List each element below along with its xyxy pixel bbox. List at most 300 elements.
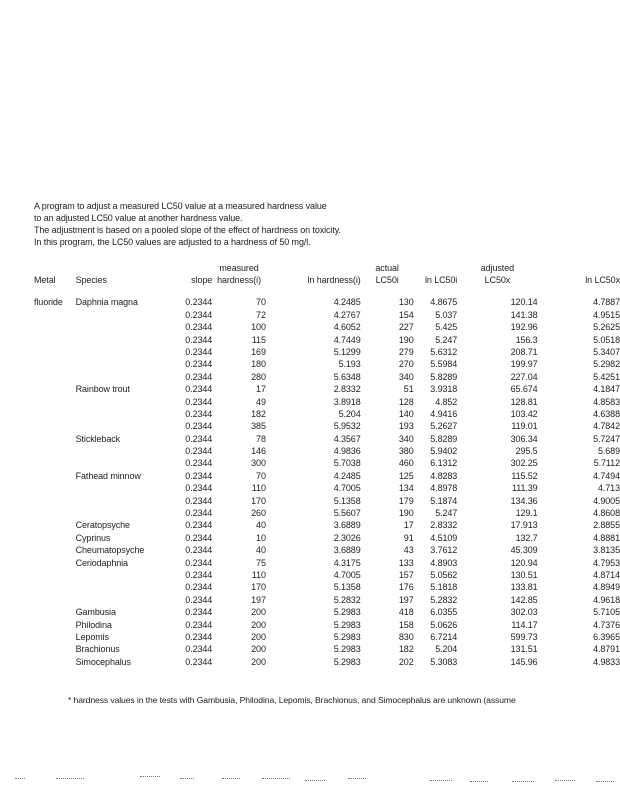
cell-lc50: 279	[398, 346, 414, 357]
cell-ln-lc50: 4.5109	[430, 532, 458, 543]
cell-ln-adjusted-lc50: 4.9618	[593, 594, 620, 605]
cell-hardness: 197	[251, 594, 266, 605]
cell-hardness: 200	[251, 644, 266, 655]
cell-adjusted-lc50: 132.7	[515, 532, 538, 543]
cell-species	[74, 308, 161, 320]
cell-slope: 0.2344	[185, 520, 213, 531]
cell-hardness: 110	[251, 569, 266, 580]
cell-slope: 0.2344	[185, 495, 213, 506]
cell-slope: 0.2344	[185, 297, 213, 308]
cell-ln-adjusted-lc50: 5.689	[597, 446, 620, 457]
cell-adjusted-lc50: 119.01	[511, 421, 538, 432]
cell-ln-adjusted-lc50: 4.8881	[593, 532, 620, 543]
cell-ln-adjusted-lc50: 4.8583	[593, 396, 620, 407]
cell-ln-adjusted-lc50: 6.3965	[593, 631, 620, 642]
cell-ln-hardness: 5.1358	[333, 582, 361, 593]
table-row	[30, 296, 620, 308]
table-row	[30, 569, 620, 581]
cell-species: Stickleback	[75, 433, 121, 444]
cell-hardness: 169	[251, 346, 266, 357]
table-body	[30, 296, 620, 668]
cell-hardness: 10	[256, 532, 266, 543]
cell-ln-hardness: 5.1299	[333, 346, 361, 357]
cell-ln-hardness: 3.8918	[333, 396, 361, 407]
cell-ln-lc50: 6.7214	[430, 631, 458, 642]
cell-slope: 0.2344	[185, 656, 213, 667]
header-adjusted-top: adjusted	[480, 263, 515, 273]
cell-hardness: 385	[251, 421, 266, 432]
cell-ln-lc50: 5.037	[435, 309, 458, 320]
cell-species	[74, 494, 161, 506]
cell-ln-adjusted-lc50: 4.8949	[593, 582, 620, 593]
header-ln-lc50: ln LC50i	[424, 275, 458, 285]
cell-slope: 0.2344	[185, 582, 213, 593]
cell-metal	[30, 482, 74, 494]
cell-ln-lc50: 5.3083	[430, 656, 458, 667]
cell-ln-hardness: 5.9532	[333, 421, 361, 432]
cell-species: Simocephalus	[75, 656, 131, 667]
cell-adjusted-lc50: 17.913	[510, 520, 538, 531]
header-hardness: hardness(i)	[217, 275, 261, 285]
table-row	[30, 395, 620, 407]
cell-adjusted-lc50: 111.39	[512, 483, 538, 494]
cell-lc50: 158	[398, 619, 414, 630]
cell-metal	[30, 445, 74, 457]
table-row	[30, 593, 620, 605]
cell-ln-lc50: 3.9318	[430, 384, 458, 395]
cell-metal	[30, 643, 74, 655]
cell-ln-lc50: 5.1874	[430, 495, 458, 506]
cell-hardness: 180	[251, 359, 266, 370]
cell-ln-lc50: 4.9416	[430, 408, 458, 419]
cell-adjusted-lc50: 145.96	[510, 656, 538, 667]
cell-hardness: 110	[251, 483, 266, 494]
table-row	[30, 420, 620, 432]
table-row	[30, 531, 620, 543]
cell-adjusted-lc50: 130.51	[510, 569, 538, 580]
cell-lc50: 130	[398, 297, 414, 308]
cell-ln-hardness: 5.5607	[333, 508, 361, 519]
cell-hardness: 200	[251, 656, 266, 667]
cell-adjusted-lc50: 120.94	[510, 557, 538, 568]
cell-adjusted-lc50: 131.51	[510, 644, 538, 655]
table-row	[30, 606, 620, 618]
cell-metal	[30, 556, 74, 568]
cell-ln-adjusted-lc50: 5.2625	[593, 322, 620, 333]
cell-ln-hardness: 5.7038	[333, 458, 361, 469]
cell-ln-lc50: 2.8332	[430, 520, 458, 531]
header-slope: slope	[191, 275, 213, 285]
cell-lc50: 179	[398, 495, 414, 506]
cell-metal	[30, 370, 74, 382]
cell-hardness: 280	[251, 371, 266, 382]
cell-metal	[30, 383, 74, 395]
cell-metal	[30, 655, 74, 667]
table-row	[30, 655, 620, 667]
table-row	[30, 519, 620, 531]
cell-ln-hardness: 4.2485	[333, 470, 361, 481]
cell-ln-hardness: 5.193	[338, 359, 361, 370]
cell-slope: 0.2344	[185, 346, 213, 357]
table-row	[30, 432, 620, 444]
cell-hardness: 78	[256, 433, 266, 444]
cell-hardness: 260	[251, 508, 266, 519]
cell-lc50: 193	[398, 421, 414, 432]
cell-ln-lc50: 5.247	[435, 508, 458, 519]
cell-ln-hardness: 5.204	[338, 408, 361, 419]
cell-slope: 0.2344	[185, 619, 213, 630]
cell-lc50: 176	[398, 582, 414, 593]
cell-hardness: 100	[251, 322, 266, 333]
cell-ln-hardness: 5.2983	[333, 607, 361, 618]
cell-metal	[30, 569, 74, 581]
cell-hardness: 70	[256, 470, 266, 481]
cell-slope: 0.2344	[185, 421, 213, 432]
table-row	[30, 321, 620, 333]
cell-metal	[30, 606, 74, 618]
cell-adjusted-lc50: 45.309	[510, 545, 538, 556]
cell-ln-lc50: 5.8289	[430, 433, 458, 444]
header-ln-adjusted-lc50: ln LC50x	[585, 275, 620, 285]
table-row	[30, 370, 620, 382]
cell-ln-adjusted-lc50: 4.8714	[593, 569, 620, 580]
cell-adjusted-lc50: 133.81	[510, 582, 538, 593]
table-row	[30, 507, 620, 519]
cell-metal	[30, 432, 74, 444]
cell-slope: 0.2344	[185, 396, 213, 407]
cell-lc50: 460	[398, 458, 414, 469]
cell-lc50: 43	[403, 545, 414, 556]
cell-slope: 0.2344	[185, 545, 213, 556]
cell-lc50: 134	[398, 483, 414, 494]
table-row	[30, 358, 620, 370]
cell-ln-lc50: 4.852	[435, 396, 458, 407]
lc50-adjustment-table	[30, 262, 620, 668]
header-hardness-top: measured	[219, 263, 259, 273]
cell-slope: 0.2344	[185, 359, 213, 370]
cell-hardness: 200	[251, 631, 266, 642]
cell-adjusted-lc50: 227.04	[510, 371, 538, 382]
cell-ln-adjusted-lc50: 4.7376	[593, 619, 620, 630]
cell-species	[74, 507, 161, 519]
table-row	[30, 457, 620, 469]
cell-species: Cyprinus	[75, 532, 111, 543]
cell-species: Ceriodaphnia	[75, 557, 128, 568]
header-row-top	[30, 262, 620, 274]
cell-slope: 0.2344	[185, 384, 213, 395]
cell-species: Daphnia magna	[75, 297, 138, 308]
cell-species	[74, 569, 161, 581]
table-row	[30, 544, 620, 556]
cell-ln-adjusted-lc50: 4.9005	[593, 495, 620, 506]
cell-hardness: 40	[256, 545, 266, 556]
cell-species	[74, 482, 161, 494]
cell-hardness: 75	[256, 557, 266, 568]
cell-slope: 0.2344	[185, 371, 213, 382]
cell-lc50: 182	[398, 644, 414, 655]
cell-lc50: 197	[398, 594, 414, 605]
cell-metal	[30, 457, 74, 469]
table-row	[30, 333, 620, 345]
cell-ln-lc50: 5.247	[435, 334, 458, 345]
cell-metal	[30, 408, 74, 420]
table-row	[30, 556, 620, 568]
cell-slope: 0.2344	[185, 408, 213, 419]
cell-slope: 0.2344	[185, 322, 213, 333]
table-row	[30, 618, 620, 630]
cell-hardness: 200	[251, 607, 266, 618]
header-ln-hardness: ln hardness(i)	[307, 275, 361, 285]
cell-ln-hardness: 3.6889	[333, 545, 361, 556]
cell-ln-hardness: 4.3567	[333, 433, 361, 444]
cell-ln-adjusted-lc50: 4.1847	[593, 384, 620, 395]
cell-hardness: 115	[251, 334, 266, 345]
cell-species	[74, 457, 161, 469]
cell-metal: fluoride	[34, 297, 63, 308]
cell-ln-adjusted-lc50: 5.7105	[593, 607, 620, 618]
cell-ln-adjusted-lc50: 3.8135	[593, 545, 620, 556]
cell-ln-lc50: 4.8903	[430, 557, 458, 568]
cell-species: Cheumatopsyche	[75, 545, 145, 556]
cell-ln-hardness: 5.6348	[333, 371, 361, 382]
cell-metal	[30, 593, 74, 605]
cell-species: Lepomis	[75, 631, 109, 642]
cell-adjusted-lc50: 65.674	[510, 384, 538, 395]
cell-slope: 0.2344	[185, 446, 213, 457]
cell-ln-hardness: 3.6889	[333, 520, 361, 531]
cell-hardness: 17	[256, 384, 266, 395]
cell-ln-hardness: 5.2983	[333, 644, 361, 655]
cell-lc50: 51	[403, 384, 414, 395]
cell-ln-lc50: 6.0355	[430, 607, 458, 618]
cell-slope: 0.2344	[185, 458, 213, 469]
cell-ln-hardness: 4.6052	[333, 322, 361, 333]
header-adjusted-lc50: LC50x	[484, 275, 511, 285]
cell-ln-hardness: 5.2983	[333, 656, 361, 667]
cell-metal	[30, 618, 74, 630]
cell-ln-lc50: 4.8978	[430, 483, 458, 494]
cell-ln-hardness: 4.3175	[333, 557, 361, 568]
cell-lc50: 125	[398, 470, 414, 481]
cell-metal	[30, 519, 74, 531]
cell-hardness: 170	[251, 495, 266, 506]
cell-ln-hardness: 4.7005	[333, 569, 361, 580]
cell-species	[74, 370, 161, 382]
cell-ln-hardness: 2.3026	[333, 532, 361, 543]
intro-line-4: In this program, the LC50 values are adjusted to a hardness of 50 mg/l.	[34, 237, 311, 247]
cell-lc50: 133	[398, 557, 414, 568]
cell-adjusted-lc50: 129.1	[515, 508, 538, 519]
cell-ln-adjusted-lc50: 5.0518	[593, 334, 620, 345]
cell-species: Philodina	[75, 619, 112, 630]
cell-lc50: 380	[398, 446, 414, 457]
cell-ln-adjusted-lc50: 4.7842	[593, 421, 620, 432]
cell-hardness: 182	[251, 408, 266, 419]
cell-adjusted-lc50: 208.71	[510, 346, 538, 357]
header-species: Species	[75, 275, 107, 285]
cell-ln-adjusted-lc50: 4.7887	[593, 297, 620, 308]
cell-lc50: 227	[398, 322, 414, 333]
table-row	[30, 482, 620, 494]
cell-metal	[30, 544, 74, 556]
cell-adjusted-lc50: 120.14	[510, 297, 538, 308]
cell-metal	[30, 494, 74, 506]
cell-metal	[30, 531, 74, 543]
cell-hardness: 300	[251, 458, 266, 469]
cell-hardness: 200	[251, 619, 266, 630]
cell-ln-lc50: 5.2832	[430, 594, 458, 605]
table-row	[30, 494, 620, 506]
cell-hardness: 40	[256, 520, 266, 531]
table-row	[30, 445, 620, 457]
cell-lc50: 190	[398, 334, 414, 345]
cell-lc50: 154	[398, 309, 414, 320]
cell-species: Rainbow trout	[75, 384, 130, 395]
cell-ln-adjusted-lc50: 5.2982	[593, 359, 620, 370]
cell-ln-lc50: 5.8289	[430, 371, 458, 382]
cell-ln-hardness: 5.2832	[333, 594, 361, 605]
table-row	[30, 346, 620, 358]
cell-ln-adjusted-lc50: 4.8791	[593, 644, 620, 655]
cell-hardness: 72	[256, 309, 266, 320]
cell-ln-hardness: 4.2485	[333, 297, 361, 308]
cell-hardness: 170	[251, 582, 266, 593]
cell-ln-lc50: 5.425	[435, 322, 458, 333]
cell-lc50: 157	[398, 569, 414, 580]
header-lc50: LC50i	[375, 275, 399, 285]
header-lc50-top: actual	[375, 263, 399, 273]
cell-adjusted-lc50: 114.17	[511, 619, 538, 630]
cell-species: Fathead minnow	[75, 470, 141, 481]
cell-lc50: 140	[398, 408, 414, 419]
cell-hardness: 49	[256, 396, 266, 407]
cell-slope: 0.2344	[185, 334, 213, 345]
cell-ln-lc50: 5.0562	[430, 569, 458, 580]
cell-lc50: 91	[403, 532, 414, 543]
cell-adjusted-lc50: 142.85	[510, 594, 538, 605]
cell-ln-adjusted-lc50: 4.713	[597, 483, 620, 494]
cell-species: Ceratopsyche	[75, 520, 130, 531]
table-row	[30, 308, 620, 320]
table-row	[30, 643, 620, 655]
cell-ln-adjusted-lc50: 5.7247	[593, 433, 620, 444]
cell-hardness: 70	[256, 297, 266, 308]
cell-ln-hardness: 4.2767	[333, 309, 361, 320]
cell-ln-adjusted-lc50: 4.7953	[593, 557, 620, 568]
cell-species	[74, 445, 161, 457]
cell-adjusted-lc50: 128.81	[510, 396, 538, 407]
cell-metal	[30, 358, 74, 370]
cell-slope: 0.2344	[185, 309, 213, 320]
cell-adjusted-lc50: 295.5	[515, 446, 538, 457]
cell-adjusted-lc50: 199.97	[510, 359, 538, 370]
cell-ln-adjusted-lc50: 5.7112	[593, 458, 620, 469]
cell-slope: 0.2344	[185, 532, 213, 543]
cell-species: Brachionus	[75, 644, 120, 655]
cell-adjusted-lc50: 599.73	[510, 631, 538, 642]
cell-slope: 0.2344	[185, 644, 213, 655]
cell-species	[74, 420, 161, 432]
cell-ln-lc50: 5.1818	[430, 582, 458, 593]
cell-species	[74, 408, 161, 420]
table-row	[30, 581, 620, 593]
cell-metal	[30, 321, 74, 333]
cell-ln-lc50: 5.0626	[430, 619, 458, 630]
cell-ln-lc50: 5.9402	[430, 446, 458, 457]
cell-slope: 0.2344	[185, 433, 213, 444]
cell-lc50: 830	[398, 631, 414, 642]
cell-ln-lc50: 3.7612	[430, 545, 458, 556]
cell-slope: 0.2344	[185, 594, 213, 605]
cell-lc50: 202	[398, 656, 414, 667]
cell-ln-adjusted-lc50: 4.6388	[593, 408, 620, 419]
cell-ln-hardness: 4.7449	[333, 334, 361, 345]
cell-slope: 0.2344	[185, 470, 213, 481]
cell-ln-lc50: 4.8675	[430, 297, 458, 308]
cell-adjusted-lc50: 302.25	[510, 458, 538, 469]
cell-species: Gambusia	[75, 607, 116, 618]
cell-adjusted-lc50: 134.36	[510, 495, 538, 506]
cell-slope: 0.2344	[185, 569, 213, 580]
table-row	[30, 383, 620, 395]
table-row	[30, 469, 620, 481]
scan-noise-decoration	[0, 770, 620, 790]
cell-ln-hardness: 2.8332	[333, 384, 361, 395]
cell-slope: 0.2344	[185, 607, 213, 618]
cell-adjusted-lc50: 115.52	[511, 470, 538, 481]
cell-ln-lc50: 5.204	[435, 644, 458, 655]
cell-species	[74, 395, 161, 407]
cell-adjusted-lc50: 103.42	[510, 408, 538, 419]
intro-line-2: to an adjusted LC50 value at another hardness value.	[34, 213, 243, 223]
cell-lc50: 418	[398, 607, 414, 618]
cell-ln-adjusted-lc50: 4.9515	[593, 309, 620, 320]
cell-metal	[30, 346, 74, 358]
cell-ln-adjusted-lc50: 2.8855	[593, 520, 620, 531]
cell-adjusted-lc50: 306.34	[510, 433, 538, 444]
header-metal: Metal	[34, 275, 56, 285]
cell-metal	[30, 333, 74, 345]
cell-species	[74, 358, 161, 370]
cell-metal	[30, 469, 74, 481]
cell-ln-adjusted-lc50: 5.4251	[593, 371, 620, 382]
cell-ln-lc50: 5.2627	[430, 421, 458, 432]
cell-metal	[30, 395, 74, 407]
cell-adjusted-lc50: 192.96	[510, 322, 538, 333]
cell-ln-hardness: 5.2983	[333, 619, 361, 630]
cell-metal	[30, 631, 74, 643]
cell-ln-lc50: 4.8283	[430, 470, 458, 481]
cell-metal	[30, 581, 74, 593]
cell-ln-hardness: 4.9836	[333, 446, 361, 457]
cell-ln-adjusted-lc50: 4.7494	[593, 470, 620, 481]
cell-ln-lc50: 5.6312	[430, 346, 458, 357]
cell-lc50: 270	[398, 359, 414, 370]
cell-ln-hardness: 4.7005	[333, 483, 361, 494]
cell-adjusted-lc50: 141.38	[510, 309, 538, 320]
cell-ln-adjusted-lc50: 4.8608	[593, 508, 620, 519]
cell-species	[74, 346, 161, 358]
cell-metal	[30, 308, 74, 320]
cell-ln-hardness: 5.2983	[333, 631, 361, 642]
cell-lc50: 340	[398, 433, 414, 444]
cell-metal	[30, 507, 74, 519]
cell-adjusted-lc50: 302.03	[510, 607, 538, 618]
table-row	[30, 408, 620, 420]
cell-ln-adjusted-lc50: 4.9833	[593, 656, 620, 667]
intro-line-3: The adjustment is based on a pooled slope of the effect of hardness on toxicity.	[34, 225, 341, 235]
cell-lc50: 17	[403, 520, 414, 531]
